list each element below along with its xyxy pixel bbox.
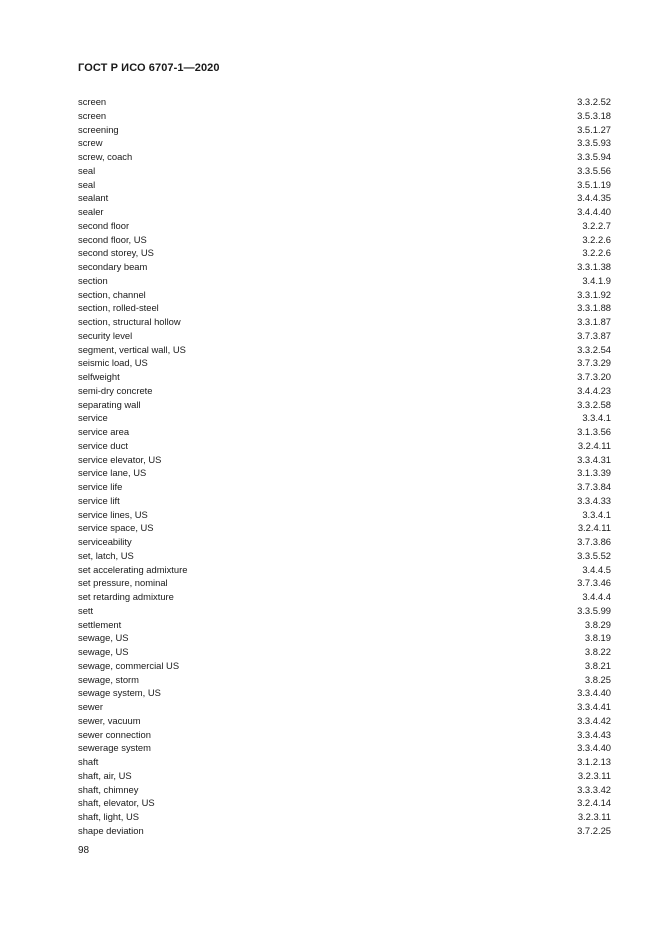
index-entry (78, 466, 611, 480)
index-entry (78, 769, 611, 783)
index-term: screen (78, 109, 107, 121)
index-reference: 3.4.4.5 (582, 563, 611, 575)
index-reference: 3.3.4.43 (577, 728, 611, 740)
index-reference: 3.1.3.56 (577, 426, 611, 437)
index-reference: 3.3.5.56 (577, 164, 611, 176)
index-term: section, structural hollow (78, 316, 181, 327)
index-term: sewer connection (78, 728, 151, 740)
index-reference: 3.2.4.11 (577, 522, 611, 534)
index-term: sewage, commercial US (78, 659, 180, 671)
index-entry (78, 535, 611, 549)
index-reference: 3.3.1.92 (577, 288, 611, 300)
index-reference: 3.7.3.84 (577, 481, 611, 492)
index-entry (78, 425, 611, 439)
index-entry (78, 315, 611, 329)
index-term: security level (78, 329, 133, 341)
index-reference: 3.2.4.11 (577, 439, 611, 451)
index-entry (78, 824, 611, 838)
index-reference: 3.5.3.18 (577, 109, 611, 121)
index-reference: 3.7.3.87 (577, 329, 611, 341)
index-entry (78, 714, 611, 728)
index-entry (78, 205, 611, 219)
index-term: screw (78, 137, 103, 149)
index-entry (78, 741, 611, 755)
index-entry (78, 618, 611, 632)
index-term: segment, vertical wall, US (78, 343, 186, 355)
index-term: set accelerating admixture (78, 563, 188, 575)
index-entry (78, 109, 611, 123)
index-term: service area (78, 426, 130, 437)
index-entry (78, 343, 611, 357)
index-term: service lift (78, 494, 120, 506)
index-list (78, 95, 611, 838)
index-entry (78, 796, 611, 810)
index-entry (78, 164, 611, 178)
index-entry (78, 233, 611, 247)
index-term: service life (78, 481, 123, 492)
index-reference: 3.8.22 (584, 646, 611, 657)
index-entry (78, 480, 611, 494)
index-entry (78, 453, 611, 467)
index-term: screw, coach (78, 151, 133, 162)
index-reference: 3.7.2.25 (577, 824, 611, 836)
index-entry (78, 576, 611, 590)
index-entry (78, 686, 611, 700)
index-entry (78, 356, 611, 370)
index-entry (78, 398, 611, 412)
index-entry (78, 370, 611, 384)
index-entry (78, 728, 611, 742)
index-term: service lane, US (78, 467, 147, 479)
index-reference: 3.2.3.11 (577, 811, 611, 822)
index-reference: 3.7.3.86 (577, 536, 611, 547)
index-reference: 3.2.2.7 (582, 219, 611, 231)
index-entry (78, 631, 611, 645)
index-term: second storey, US (78, 247, 154, 259)
index-term: service (78, 412, 108, 424)
index-reference: 3.3.4.31 (577, 453, 611, 465)
index-reference: 3.3.3.42 (577, 783, 611, 795)
index-reference: 3.7.3.20 (577, 371, 611, 382)
index-term: sewerage system (78, 742, 151, 754)
index-term: service duct (78, 439, 129, 451)
index-entry (78, 178, 611, 192)
index-term: shaft (78, 756, 99, 767)
index-term: separating wall (78, 398, 141, 410)
index-entry (78, 301, 611, 315)
index-reference: 3.3.1.87 (577, 316, 611, 327)
index-reference: 3.3.4.33 (577, 494, 611, 506)
index-entry (78, 191, 611, 205)
index-term: section, rolled-steel (78, 302, 159, 314)
index-entry (78, 549, 611, 563)
index-reference: 3.3.4.40 (577, 687, 611, 699)
index-reference: 3.4.1.9 (582, 274, 611, 286)
index-reference: 3.8.19 (584, 632, 611, 644)
index-entry (78, 563, 611, 577)
index-term: second floor, US (78, 233, 147, 245)
index-reference: 3.3.4.1 (582, 412, 611, 424)
index-reference: 3.2.2.6 (582, 233, 611, 245)
page-header: ГОСТ Р ИСО 6707-1—2020 (78, 62, 220, 74)
index-reference: 3.5.1.27 (577, 123, 611, 135)
index-reference: 3.2.2.6 (582, 247, 611, 259)
index-term: service space, US (78, 522, 154, 534)
index-reference: 3.8.29 (584, 618, 611, 630)
index-reference: 3.8.21 (584, 659, 611, 671)
index-term: sewage, US (78, 646, 129, 657)
index-reference: 3.7.3.29 (577, 357, 611, 369)
index-term: shaft, chimney (78, 783, 139, 795)
index-entry (78, 673, 611, 687)
index-reference: 3.4.4.35 (577, 192, 611, 204)
index-term: set retarding admixture (78, 591, 174, 602)
index-term: section, channel (78, 288, 146, 300)
index-reference: 3.1.2.13 (577, 756, 611, 767)
index-entry (78, 659, 611, 673)
index-term: seal (78, 164, 96, 176)
index-reference: 3.5.1.19 (577, 178, 611, 190)
index-entry (78, 700, 611, 714)
index-entry (78, 783, 611, 797)
index-term: sewage system, US (78, 687, 161, 699)
index-entry (78, 150, 611, 164)
index-term: secondary beam (78, 261, 148, 272)
index-entry (78, 288, 611, 302)
index-entry (78, 439, 611, 453)
index-entry (78, 604, 611, 618)
index-reference: 3.4.4.23 (577, 384, 611, 396)
index-reference: 3.3.4.42 (577, 714, 611, 726)
index-term: sewage, US (78, 632, 129, 644)
index-term: screen (78, 96, 107, 107)
index-reference: 3.4.4.4 (582, 591, 611, 602)
index-entry (78, 219, 611, 233)
index-term: service elevator, US (78, 453, 162, 465)
index-entry (78, 810, 611, 824)
index-entry (78, 521, 611, 535)
index-reference: 3.3.5.94 (577, 151, 611, 162)
index-entry (78, 123, 611, 137)
index-term: settlement (78, 618, 122, 630)
index-term: serviceability (78, 536, 132, 547)
index-reference: 3.3.4.41 (577, 701, 611, 712)
index-reference: 3.3.2.58 (577, 398, 611, 410)
index-reference: 3.3.2.52 (577, 96, 611, 107)
index-term: section (78, 274, 108, 286)
index-entry (78, 590, 611, 604)
index-entry (78, 329, 611, 343)
index-term: service lines, US (78, 508, 148, 520)
index-reference: 3.2.3.11 (577, 769, 611, 781)
index-entry (78, 494, 611, 508)
index-term: shaft, air, US (78, 769, 132, 781)
index-reference: 3.3.1.88 (577, 302, 611, 314)
index-term: sewage, storm (78, 673, 139, 685)
index-entry (78, 136, 611, 150)
index-term: shaft, light, US (78, 811, 139, 822)
index-entry (78, 274, 611, 288)
index-term: semi-dry concrete (78, 384, 153, 396)
index-term: selfweight (78, 371, 120, 382)
index-entry (78, 645, 611, 659)
index-reference: 3.7.3.46 (577, 577, 611, 589)
index-term: sewer (78, 701, 104, 712)
index-term: set, latch, US (78, 549, 134, 561)
index-term: shaft, elevator, US (78, 797, 155, 809)
index-reference: 3.3.5.99 (577, 604, 611, 616)
index-reference: 3.3.4.1 (582, 508, 611, 520)
index-entry (78, 384, 611, 398)
index-entry (78, 508, 611, 522)
index-term: seismic load, US (78, 357, 148, 369)
index-entry (78, 95, 611, 109)
index-reference: 3.3.5.93 (577, 137, 611, 149)
index-entry (78, 411, 611, 425)
index-term: seal (78, 178, 96, 190)
index-term: set pressure, nominal (78, 577, 168, 589)
index-reference: 3.2.4.14 (577, 797, 611, 809)
page-number: 98 (78, 845, 90, 856)
index-entry (78, 755, 611, 769)
index-reference: 3.4.4.40 (577, 206, 611, 217)
index-reference: 3.3.1.38 (577, 261, 611, 272)
index-term: second floor (78, 219, 130, 231)
index-term: sealant (78, 192, 109, 204)
index-term: screening (78, 123, 119, 135)
index-reference: 3.3.2.54 (577, 343, 611, 355)
index-term: sealer (78, 206, 104, 217)
index-reference: 3.3.4.40 (577, 742, 611, 754)
index-entry (78, 246, 611, 260)
index-reference: 3.8.25 (584, 673, 611, 685)
index-term: shape deviation (78, 824, 144, 836)
index-reference: 3.3.5.52 (577, 549, 611, 561)
index-term: sewer, vacuum (78, 714, 141, 726)
index-reference: 3.1.3.39 (577, 467, 611, 479)
index-term: sett (78, 604, 94, 616)
index-entry (78, 260, 611, 274)
